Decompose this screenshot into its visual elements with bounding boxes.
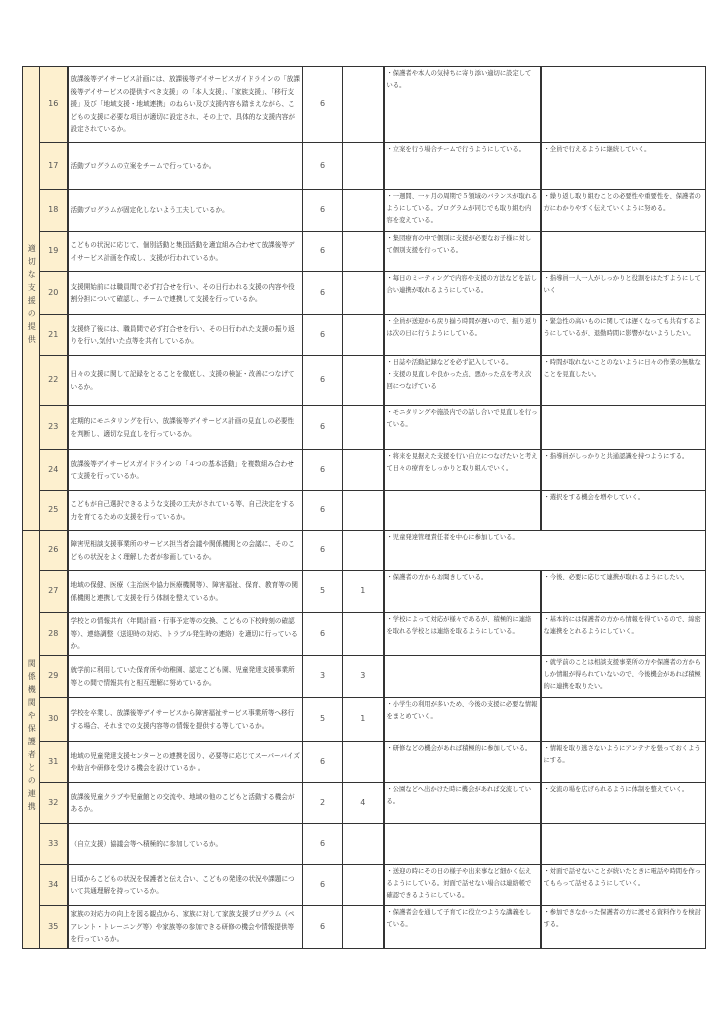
no-count	[343, 143, 384, 190]
improvement-plan: ・就学前のことは相談支援事業所の方や保護者の方からしか情報が得られていないので、今後機会があれば積極的に連携を取りたい。	[541, 656, 706, 698]
no-count	[343, 232, 384, 272]
staff-comment	[384, 824, 541, 865]
yes-count: 6	[303, 356, 343, 406]
table-row	[23, 450, 706, 491]
no-count	[343, 67, 384, 143]
staff-comment: ・将来を見据えた支援を行い自立につなげたいと考えて日々の療育をしっかりと取り組んでいく。	[384, 450, 541, 491]
table-row	[23, 906, 706, 949]
yes-count: 6	[303, 406, 343, 450]
question-text: 放課後等デイサービス計画には、放課後等デイサービスガイドラインの「放課後等デイサービスの提供すべき支援」の「本人支援」、「家族支援」、「移行支援」及び「地域支援・地域連携」のねらい及び支援内容も踏まえながら、こどもの支援に必要な項目が適切に設定され、その上で、具体的な支援内容が設定されているか。	[68, 67, 303, 143]
table-row	[23, 315, 706, 356]
table-row	[23, 613, 706, 656]
item-number: 24	[40, 450, 68, 491]
yes-count: 6	[303, 491, 343, 531]
table-row	[23, 824, 706, 865]
section-label-text: 関係機関や保護者との連携	[27, 659, 37, 816]
item-number: 26	[40, 531, 68, 571]
table-row	[23, 232, 706, 272]
improvement-plan	[541, 67, 706, 143]
table-row	[23, 865, 706, 906]
question-text: 日頃からこどもの状況を保護者と伝え合い、こどもの発達の状況や課題について共通理解を持っているか。	[68, 865, 303, 906]
improvement-plan	[541, 824, 706, 865]
item-number: 29	[40, 656, 68, 698]
item-number: 34	[40, 865, 68, 906]
table-row	[23, 190, 706, 232]
no-count	[343, 315, 384, 356]
no-count	[343, 406, 384, 450]
table-row	[23, 67, 706, 143]
staff-comment: ・一週間、一ヶ月の周期で５領域のバランスが取れるようにしている。プログラムが同じでも取り組む内容を変えている。	[384, 190, 541, 232]
item-number: 33	[40, 824, 68, 865]
question-text: 学校を卒業し、放課後等デイサービスから障害福祉サービス事業所等へ移行する場合、それまでの支援内容等の情報を提供する等しているか。	[68, 698, 303, 742]
improvement-plan: ・指導員一人一人がしっかりと役割をはたすようにしていく	[541, 272, 706, 315]
evaluation-table	[22, 66, 706, 949]
yes-count: 6	[303, 143, 343, 190]
improvement-plan: ・緊急性の高いものに関しては遅くなっても共有するようにしているが、退勤時間に影響がないようしたい。	[541, 315, 706, 356]
staff-comment: ・学校によって対応が様々であるが、積極的に連絡を取れる学校とは連絡を取るようにしている。	[384, 613, 541, 656]
staff-comment: ・研修などの機会があれば積極的に参加している。	[384, 742, 541, 783]
staff-comment: ・立案を行う場合チームで行うようにしている。	[384, 143, 541, 190]
yes-count: 3	[303, 656, 343, 698]
item-number: 23	[40, 406, 68, 450]
table-row	[23, 531, 706, 571]
staff-comment: ・保護者や本人の気持ちに寄り添い適切に設定している。	[384, 67, 541, 143]
item-number: 19	[40, 232, 68, 272]
yes-count: 6	[303, 232, 343, 272]
table-row	[23, 491, 706, 531]
item-number: 22	[40, 356, 68, 406]
staff-comment: ・児童発達管理責任者を中心に参加している。	[384, 531, 706, 571]
item-number: 25	[40, 491, 68, 531]
staff-comment: ・送迎の時にその日の様子や出来事など細かく伝えるようにしている。対面で話せない場合は連絡帳で確認できるようにしている。	[384, 865, 541, 906]
no-count: 3	[343, 656, 384, 698]
question-text: 学校との情報共有（年間計画・行事予定等の交換、こどもの下校時刻の確認等）、連絡調整（送迎時の対応、トラブル発生時の連絡）を適切に行っているか。	[68, 613, 303, 656]
no-count: 1	[343, 571, 384, 613]
staff-comment: ・公園などへ出かけた時に機会があれば交流している。	[384, 783, 541, 824]
no-count	[343, 356, 384, 406]
yes-count: 6	[303, 272, 343, 315]
improvement-plan	[541, 232, 706, 272]
table-row	[23, 783, 706, 824]
improvement-plan	[541, 406, 706, 450]
yes-count: 6	[303, 67, 343, 143]
item-number: 18	[40, 190, 68, 232]
improvement-plan: ・繰り返し取り組むことの必要性や重要性を、保護者の方にわかりやすく伝えていくように努める。	[541, 190, 706, 232]
no-count	[343, 824, 384, 865]
question-text: こどもの状況に応じて、個別活動と集団活動を適宜組み合わせて放課後等デイサービス計画を作成し、支援が行われているか。	[68, 232, 303, 272]
improvement-plan: ・基本的には保護者の方から情報を得ているので、綿密な連携をとれるようにしていく。	[541, 613, 706, 656]
question-text: 就学前に利用していた保育所や幼稚園、認定こども園、児童発達支援事業所等との間で情報共有と相互理解に努めているか。	[68, 656, 303, 698]
no-count	[343, 491, 384, 531]
yes-count: 6	[303, 613, 343, 656]
staff-comment	[384, 656, 541, 698]
staff-comment: ・小学生の利用が多いため、今後の支援に必要な情報をまとめていく。	[384, 698, 541, 742]
yes-count: 6	[303, 531, 343, 571]
question-text: （自立支援）協議会等へ積極的に参加しているか。	[68, 824, 303, 865]
no-count: 1	[343, 698, 384, 742]
no-count	[343, 272, 384, 315]
improvement-plan: ・今後、必要に応じて連携が取れるようにしたい。	[541, 571, 706, 613]
no-count	[343, 190, 384, 232]
question-text: 家族の対応力の向上を図る観点から、家族に対して家族支援プログラム（ペアレント・トレーニング等）や家族等の参加できる研修の機会や情報提供等を行っているか。	[68, 906, 303, 949]
improvement-plan: ・参加できなかった保護者の方に渡せる資料作りを検討する。	[541, 906, 706, 949]
yes-count: 6	[303, 865, 343, 906]
question-text: 放課後等デイサービスガイドラインの「４つの基本活動」を複数組み合わせて支援を行っているか。	[68, 450, 303, 491]
no-count	[343, 906, 384, 949]
table-row	[23, 571, 706, 613]
yes-count: 6	[303, 450, 343, 491]
item-number: 27	[40, 571, 68, 613]
question-text: 障害児相談支援事業所のサービス担当者会議や関係機関との会議に、そのこどもの状況をよく理解した者が参画しているか。	[68, 531, 303, 571]
item-number: 30	[40, 698, 68, 742]
no-count	[343, 865, 384, 906]
item-number: 21	[40, 315, 68, 356]
table-row	[23, 406, 706, 450]
improvement-plan: ・対面で話せないことが続いたときに電話や時間を作ってもらって話せるようにしていく。	[541, 865, 706, 906]
staff-comment: ・モニタリングや施設内での話し合いで見直しを行っている。	[384, 406, 541, 450]
improvement-plan: ・指導員がしっかりと共通認識を持つようにする。	[541, 450, 706, 491]
item-number: 20	[40, 272, 68, 315]
yes-count: 6	[303, 906, 343, 949]
improvement-plan: ・時間が取れないことのないように日々の作業の無駄なことを見直したい。	[541, 356, 706, 406]
staff-comment	[384, 491, 541, 531]
section-label-text: 適切な支援の提供	[27, 244, 37, 349]
table-row	[23, 698, 706, 742]
question-text: 活動プログラムが固定化しないよう工夫しているか。	[68, 190, 303, 232]
item-number: 32	[40, 783, 68, 824]
item-number: 16	[40, 67, 68, 143]
item-number: 31	[40, 742, 68, 783]
yes-count: 5	[303, 571, 343, 613]
question-text: 支援開始前には職員間で必ず打合せを行い、その日行われる支援の内容や役割分担について確認し、チームで連携して支援を行っているか。	[68, 272, 303, 315]
staff-comment: ・全員が送迎から戻り揃う時間が遅いので、振り返りは次の日に行うようにしている。	[384, 315, 541, 356]
table-row	[23, 272, 706, 315]
table-row	[23, 143, 706, 190]
section-label	[23, 531, 40, 949]
table-row	[23, 656, 706, 698]
yes-count: 6	[303, 824, 343, 865]
question-text: 放課後児童クラブや児童館との交流や、地域の他のこどもと活動する機会があるか。	[68, 783, 303, 824]
question-text: 定期的にモニタリングを行い、放課後等デイサービス計画の見直しの必要性を判断し、適切な見直しを行っているか。	[68, 406, 303, 450]
staff-comment: ・毎日のミーティングで内容や支援の方法などを話し合い連携が取れるようにしている。	[384, 272, 541, 315]
no-count	[343, 613, 384, 656]
question-text: 地域の児童発達支援センターとの連携を図り、必要等に応じてスーパーバイズや助言や研修を受ける機会を設けているか 。	[68, 742, 303, 783]
no-count	[343, 531, 384, 571]
yes-count: 6	[303, 315, 343, 356]
question-text: 日々の支援に関して記録をとることを徹底し、支援の検証・改善につなげているか。	[68, 356, 303, 406]
yes-count: 6	[303, 742, 343, 783]
yes-count: 6	[303, 190, 343, 232]
improvement-plan: ・全員で行えるように継続していく。	[541, 143, 706, 190]
yes-count: 5	[303, 698, 343, 742]
staff-comment: ・保護者の方からお聞きしている。	[384, 571, 541, 613]
question-text: 地域の保健、医療（主治医や協力医療機関等）、障害福祉、保育、教育等の関係機関と連携して支援を行う体制を整えているか。	[68, 571, 303, 613]
staff-comment: ・保護者会を通して子育てに役立つような講義をしている。	[384, 906, 541, 949]
yes-count: 2	[303, 783, 343, 824]
no-count	[343, 450, 384, 491]
staff-comment: ・日誌や活動記録などを必ず記入している。 ・支援の見直しや良かった点、悪かった点を考え次回につなげている	[384, 356, 541, 406]
item-number: 17	[40, 143, 68, 190]
table-row	[23, 742, 706, 783]
staff-comment: ・集団療育の中で個別に支援が必要なお子様に対して個別支援を行っている。	[384, 232, 541, 272]
table-row	[23, 356, 706, 406]
section-label	[23, 67, 40, 531]
item-number: 28	[40, 613, 68, 656]
improvement-plan: ・情報を取り逃さないようにアンテナを張っておくようにする。	[541, 742, 706, 783]
question-text: 活動プログラムの立案をチームで行っているか。	[68, 143, 303, 190]
no-count	[343, 742, 384, 783]
improvement-plan: ・交流の場を広げられるように体制を整えていく。	[541, 783, 706, 824]
item-number: 35	[40, 906, 68, 949]
question-text: こどもが自己選択できるような支援の工夫がされている等、自己決定をする力を育てるための支援を行っているか。	[68, 491, 303, 531]
no-count: 4	[343, 783, 384, 824]
improvement-plan	[541, 698, 706, 742]
question-text: 支援終了後には、職員間で必ず打合せを行い、その日行われた支援の振り返りを行い,気付いた点等を共有しているか。	[68, 315, 303, 356]
improvement-plan: ・選択をする機会を増やしていく。	[541, 491, 706, 531]
